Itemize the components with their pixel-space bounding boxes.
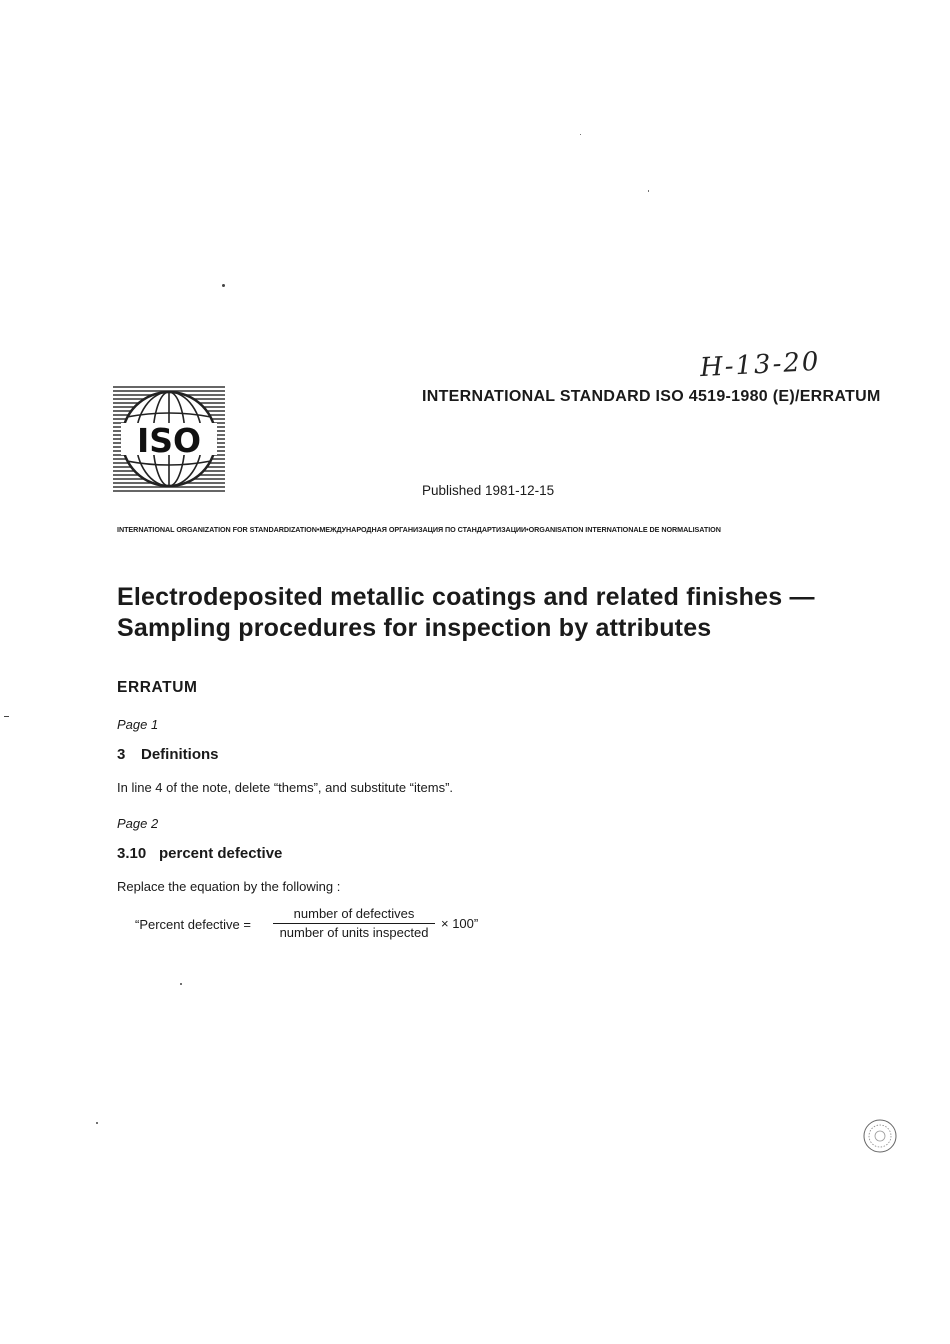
section-number: 3.10	[117, 845, 147, 862]
page-reference: Page 2	[117, 816, 159, 831]
title-line-2: Sampling procedures for inspection by attributes	[117, 614, 712, 642]
equation-fraction	[273, 906, 435, 940]
title-line-1: Electrodeposited metallic coatings and related finishes —	[117, 583, 815, 611]
percent-defective-equation	[135, 906, 535, 946]
document-title	[117, 582, 917, 644]
scan-speck	[4, 716, 9, 717]
equation-denominator: number of units inspected	[279, 925, 429, 940]
erratum-heading: ERRATUM	[117, 679, 198, 696]
section-heading	[117, 746, 219, 763]
scan-speck	[648, 190, 649, 192]
scan-speck	[580, 134, 581, 135]
correction-text: Replace the equation by the following :	[117, 879, 341, 894]
published-date: Published 1981-12-15	[422, 483, 555, 498]
section-heading	[117, 845, 282, 862]
section-title: percent defective	[159, 845, 283, 862]
section-number: 3	[117, 746, 126, 763]
scan-speck	[96, 1122, 98, 1124]
correction-text: In line 4 of the note, delete “thems”, and substitute “items”.	[117, 780, 454, 795]
organization-line: INTERNATIONAL ORGANIZATION FOR STANDARDIZATION•МЕЖДУНАРОДНАЯ ОРГАНИЗАЦИЯ ПО СТАНДАРТИЗАЦИИ•ORGANISATION INTERNATIONALE DE NORMALISATION	[117, 525, 721, 534]
scan-speck	[222, 284, 225, 287]
equation-rhs: × 100”	[441, 916, 479, 931]
equation-lhs: “Percent defective =	[135, 917, 251, 932]
equation-numerator: number of defectives	[293, 906, 415, 921]
iso-logo	[113, 383, 225, 495]
handwritten-annotation: H-13-20	[699, 346, 822, 384]
section-title: Definitions	[141, 746, 219, 763]
iso-logo-text: ISO	[136, 421, 202, 460]
scan-speck	[180, 983, 182, 985]
standard-title: INTERNATIONAL STANDARD ISO 4519-1980 (E)/ERRATUM	[422, 388, 881, 405]
page-reference: Page 1	[117, 717, 159, 732]
stamp-seal	[862, 1118, 898, 1154]
